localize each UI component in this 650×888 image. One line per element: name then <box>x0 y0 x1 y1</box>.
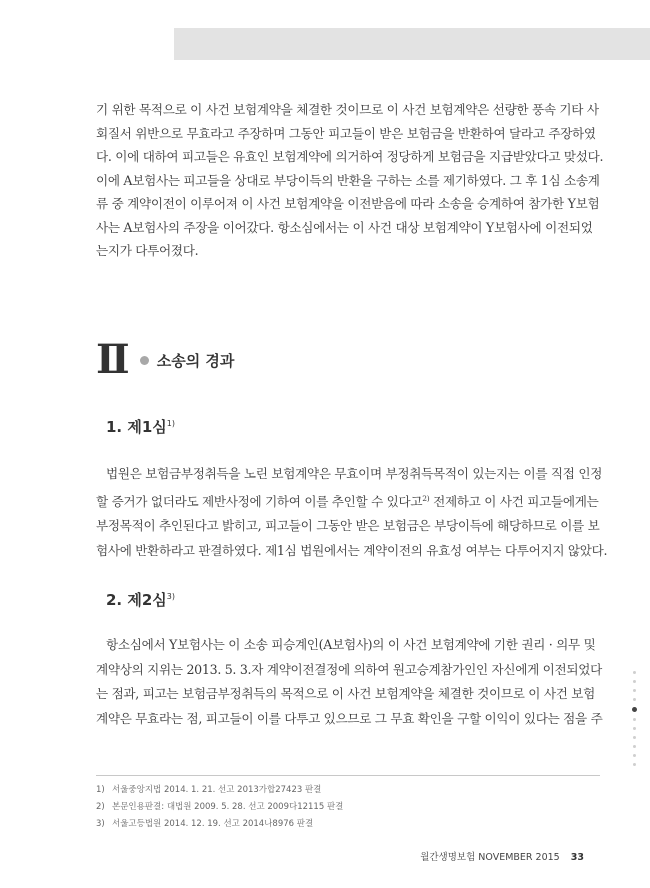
text-line: 사는 A보험사의 주장을 이어갔다. 항소심에서는 이 사건 대상 보험계약이 Y보험사에 이전되었 <box>96 219 593 235</box>
section-numeral: Ⅱ <box>96 336 130 383</box>
page-footer <box>420 849 584 863</box>
footnote: 2) 본문인용판결: 대법원 2009. 5. 28. 선고 2009다12115 판결 <box>96 802 344 812</box>
page-indicator-dots <box>632 671 638 772</box>
indicator-dot <box>633 671 636 674</box>
text-line: 기 위한 목적으로 이 사건 보험계약을 체결한 것이므로 이 사건 보험계약은 선량한 풍속 기타 사 <box>96 102 599 117</box>
text-line: 항소심에서 Y보험사는 이 소송 피승계인(A보험사)의 이 사건 보험계약에 기한 권리 · 의무 및 <box>106 637 596 652</box>
text-line: 다. 이에 대하여 피고들은 유효인 보험계약에 의거하여 정당하게 보험금을 지급받았다고 맞섰다. <box>96 149 604 164</box>
footnotes <box>96 782 600 833</box>
text-line: 부정목적이 추인된다고 밝히고, 피고들이 그동안 받은 보험금은 부당이득에 해당하므로 이를 보 <box>96 518 600 534</box>
text-line: 계약은 무효라는 점, 피고들이 이를 다투고 있으므로 그 무효 확인을 구할 이익이 있다는 점을 주 <box>96 710 603 726</box>
header-bar <box>174 28 650 60</box>
indicator-dot <box>633 727 636 730</box>
text-line: 험사에 반환하라고 판결하였다. 제1심 법원에서는 계약이전의 유효성 여부는 다투어지지 않았다. <box>96 542 608 558</box>
text-line: 는 점과, 피고는 보험금부정취득의 목적으로 이 사건 보험계약을 체결한 것이므로 이 사건 보험 <box>96 686 596 701</box>
indicator-dot-active <box>632 707 637 712</box>
page-number: 33 <box>570 852 584 863</box>
text-line: 계약상의 지위는 2013. 5. 3.자 계약이전결정에 의하여 원고승계참가인인 자신에게 이전되었다 <box>96 661 603 677</box>
subsection-heading-1 <box>106 416 175 437</box>
subsection-2-paragraph <box>96 633 603 731</box>
footnote: 1) 서울중앙지법 2014. 1. 21. 선고 2013가합27423 판결 <box>96 785 322 795</box>
section-title: 소송의 경과 <box>156 351 235 370</box>
footnote-ref: 1) <box>166 419 175 428</box>
intro-paragraph <box>96 98 604 263</box>
footnote-divider <box>96 775 600 776</box>
indicator-dot <box>633 680 636 683</box>
indicator-dot <box>633 763 636 766</box>
text-line: 법원은 보험금부정취득을 노린 보험계약은 무효이며 부정취득목적이 있는지는 이를 직접 인정 <box>106 466 603 481</box>
bullet-dot-icon <box>140 356 149 365</box>
indicator-dot <box>633 754 636 757</box>
text-line: 회질서 위반으로 무효라고 주장하며 그동안 피고들이 받은 보험금을 반환하여 달라고 주장하였 <box>96 125 596 141</box>
indicator-dot <box>633 736 636 739</box>
subsection-1-paragraph <box>96 462 608 563</box>
text-line: 는지가 다투어졌다. <box>96 243 199 258</box>
subsection-title: 1. 제1심 <box>106 418 167 436</box>
footnote-ref: 3) <box>166 592 175 601</box>
text-line: 류 중 계약이전이 이루어져 이 사건 보험계약을 이전받음에 따라 소송을 승계하여 참가한 Y보험 <box>96 196 600 211</box>
indicator-dot <box>633 698 636 701</box>
issue-date: NOVEMBER 2015 <box>478 852 560 863</box>
footnote: 3) 서울고등법원 2014. 12. 19. 선고 2014나8976 판결 <box>96 819 314 829</box>
indicator-dot <box>633 745 636 748</box>
text-line: 할 증거가 없더라도 제반사정에 기하여 이를 추인할 수 있다고$^{2)}$ 전제하고 이 사건 피고들에게는 <box>96 493 599 509</box>
subsection-title: 2. 제2심 <box>106 591 167 609</box>
indicator-dot <box>633 689 636 692</box>
text-line: 이에 A보험사는 피고들을 상대로 부당이득의 반환을 구하는 소를 제기하였다. 그 후 1심 소송계 <box>96 172 600 188</box>
footnote-ref: 2) <box>422 493 430 503</box>
subsection-heading-2 <box>106 589 175 610</box>
indicator-dot <box>633 718 636 721</box>
publication-name: 월간생명보험 <box>420 852 476 863</box>
section-heading <box>96 336 235 383</box>
